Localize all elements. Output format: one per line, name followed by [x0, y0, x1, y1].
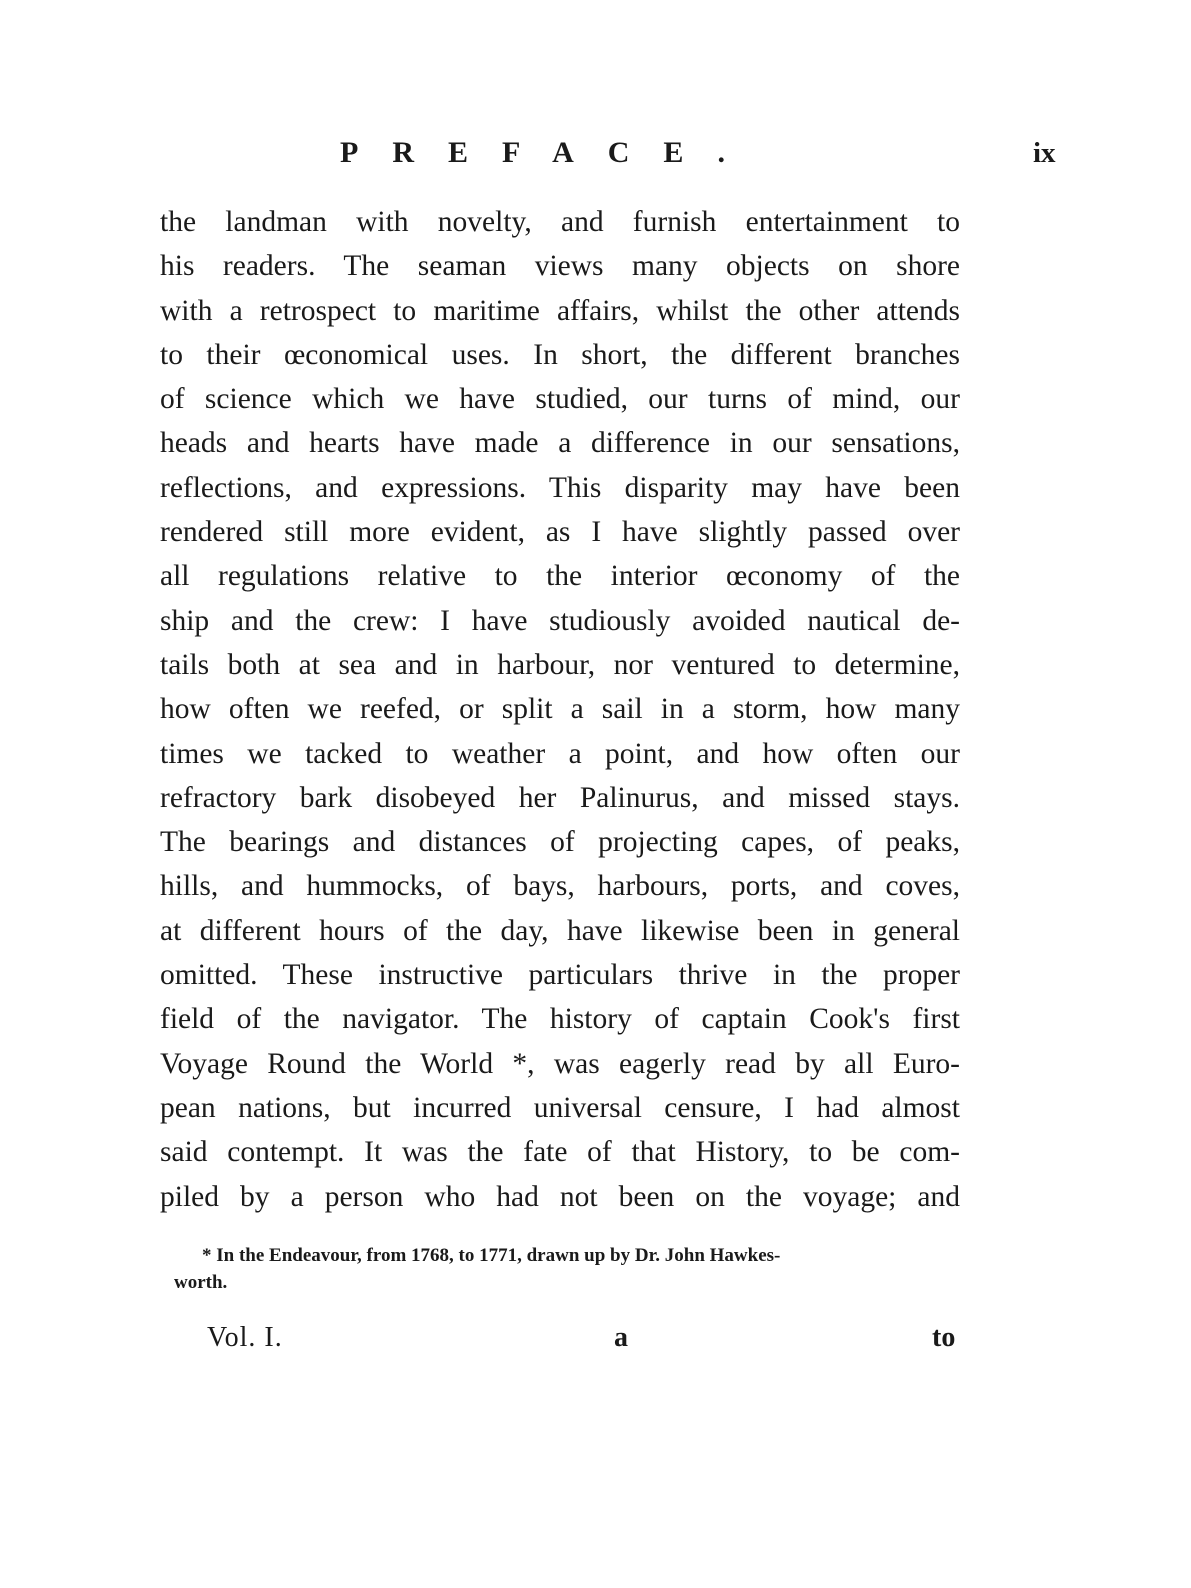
text-line: omitted. These instructive particulars thrive in the proper	[160, 959, 960, 992]
signature-mark: a	[614, 1322, 628, 1353]
text-line: at different hours of the day, have likewise been in general	[160, 914, 960, 947]
text-line: all regulations relative to the interior œconomy of the	[160, 560, 960, 593]
running-title: PREFACE.	[340, 136, 759, 169]
footnote-line: * In the Endeavour, from 1768, to 1771, drawn up by Dr. John Hawkes-	[202, 1245, 781, 1266]
text-line: tails both at sea and in harbour, nor ventured to determine,	[160, 648, 960, 681]
text-line: said contempt. It was the fate of that History, to be com-	[160, 1136, 960, 1169]
text-line: Voyage Round the World *, was eagerly read by all Euro-	[160, 1047, 960, 1080]
running-head	[0, 133, 1191, 173]
text-line: times we tacked to weather a point, and how often our	[160, 737, 960, 770]
text-line: his readers. The seaman views many objects on shore	[160, 250, 960, 283]
text-line: hills, and hummocks, of bays, harbours, ports, and coves,	[160, 870, 960, 903]
text-line: refractory bark disobeyed her Palinurus, and missed stays.	[160, 781, 960, 814]
text-line: piled by a person who had not been on the voyage; and	[160, 1180, 960, 1213]
page-number: ix	[1033, 137, 1056, 169]
text-line: pean nations, but incurred universal censure, I had almost	[160, 1091, 960, 1124]
text-line: reflections, and expressions. This disparity may have been	[160, 471, 960, 504]
volume-label: Vol. I.	[207, 1322, 283, 1353]
text-line: heads and hearts have made a difference in our sensations,	[160, 427, 960, 460]
text-line: the landman with novelty, and furnish entertainment to	[160, 206, 960, 238]
text-line: rendered still more evident, as I have slightly passed over	[160, 516, 960, 549]
text-line: The bearings and distances of projecting capes, of peaks,	[160, 826, 960, 859]
text-line: with a retrospect to maritime affairs, whilst the other attends	[160, 294, 960, 327]
preface-body-text	[160, 200, 960, 1219]
footnote-line: worth.	[174, 1272, 228, 1293]
page-footer	[0, 1318, 1191, 1358]
text-line: to their œconomical uses. In short, the different branches	[160, 338, 960, 371]
text-line: how often we reefed, or split a sail in a storm, how many	[160, 693, 960, 726]
text-line: field of the navigator. The history of captain Cook's first	[160, 1003, 960, 1036]
text-line: ship and the crew: I have studiously avoided nautical de-	[160, 604, 960, 637]
catchword: to	[932, 1322, 956, 1353]
footnote	[174, 1242, 964, 1296]
text-line: of science which we have studied, our turns of mind, our	[160, 383, 960, 416]
